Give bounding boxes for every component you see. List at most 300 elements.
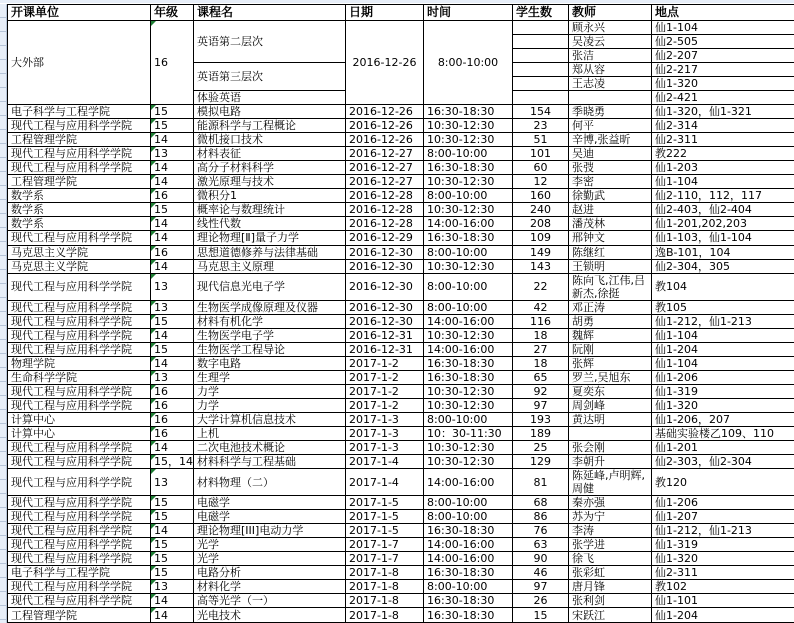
- cell-location[interactable]: 仙2-217: [652, 63, 794, 77]
- cell-course[interactable]: 线性代数: [194, 217, 346, 231]
- cell-date[interactable]: 2017-1-8: [346, 608, 424, 623]
- cell-students[interactable]: 101: [513, 147, 569, 161]
- cell-unit[interactable]: 现代工程与应用科学学院: [8, 454, 151, 468]
- cell-location[interactable]: 仙2-311: [652, 566, 794, 580]
- cell-unit[interactable]: 现代工程与应用科学学院: [8, 231, 151, 245]
- cell-location[interactable]: 仙1-201: [652, 440, 794, 454]
- cell-time[interactable]: 10:30-12:30: [424, 133, 513, 147]
- cell-unit[interactable]: 工程管理学院: [8, 175, 151, 189]
- cell-unit[interactable]: 现代工程与应用科学学院: [8, 594, 151, 608]
- cell-date[interactable]: 2016-12-26: [346, 119, 424, 133]
- cell-course[interactable]: 生物医学成像原理及仪器: [194, 300, 346, 314]
- cell-unit[interactable]: 现代工程与应用科学学院: [8, 300, 151, 314]
- cell-students[interactable]: 81: [513, 469, 569, 496]
- cell-unit[interactable]: 现代工程与应用科学学院: [8, 496, 151, 510]
- cell-time[interactable]: 10:30-12:30: [424, 440, 513, 454]
- cell-unit[interactable]: 现代工程与应用科学学院: [8, 538, 151, 552]
- cell-unit[interactable]: 现代工程与应用科学学院: [8, 440, 151, 454]
- cell-students[interactable]: 51: [513, 133, 569, 147]
- cell-teacher[interactable]: 王锁明: [569, 259, 652, 273]
- cell-course[interactable]: 材料科学与工程基础: [194, 454, 346, 468]
- cell-students[interactable]: 149: [513, 245, 569, 259]
- cell-grade[interactable]: 15: [151, 119, 194, 133]
- cell-unit[interactable]: 数学系: [8, 203, 151, 217]
- cell-teacher[interactable]: 郑从容: [569, 63, 652, 77]
- cell-teacher[interactable]: 赵进: [569, 203, 652, 217]
- cell-teacher[interactable]: 夏奕东: [569, 384, 652, 398]
- cell-course[interactable]: 生物医学电子学: [194, 328, 346, 342]
- cell-teacher[interactable]: 张弢: [569, 161, 652, 175]
- cell-course[interactable]: 材料化学: [194, 580, 346, 594]
- cell-date[interactable]: 2017-1-2: [346, 398, 424, 412]
- cell-teacher[interactable]: 宋跃江: [569, 608, 652, 623]
- cell-location[interactable]: 仙1-206: [652, 370, 794, 384]
- cell-date[interactable]: 2017-1-7: [346, 552, 424, 566]
- cell-course[interactable]: 数字电路: [194, 356, 346, 370]
- cell-students[interactable]: 26: [513, 594, 569, 608]
- cell-date[interactable]: 2017-1-8: [346, 566, 424, 580]
- cell-course[interactable]: 马克思主义原理: [194, 259, 346, 273]
- column-header[interactable]: 日期: [346, 5, 424, 21]
- cell-teacher[interactable]: 罗兰,吴旭东: [569, 370, 652, 384]
- column-header[interactable]: 开课单位: [8, 5, 151, 21]
- cell-time[interactable]: 8:00-10:00: [424, 21, 513, 105]
- cell-location[interactable]: 仙2-505: [652, 35, 794, 49]
- cell-date[interactable]: 2017-1-8: [346, 580, 424, 594]
- cell-date[interactable]: 2017-1-7: [346, 538, 424, 552]
- cell-time[interactable]: 16:30-18:30: [424, 105, 513, 119]
- cell-grade[interactable]: 14: [151, 328, 194, 342]
- cell-teacher[interactable]: 唐月锋: [569, 580, 652, 594]
- column-header[interactable]: 教师: [569, 5, 652, 21]
- cell-unit[interactable]: 现代工程与应用科学学院: [8, 161, 151, 175]
- cell-students[interactable]: 109: [513, 231, 569, 245]
- cell-students[interactable]: 160: [513, 189, 569, 203]
- cell-teacher[interactable]: 张利剑: [569, 594, 652, 608]
- cell-time[interactable]: 8:00-10:00: [424, 245, 513, 259]
- cell-course[interactable]: 高等光学（一）: [194, 594, 346, 608]
- cell-students[interactable]: 15: [513, 608, 569, 623]
- cell-time[interactable]: 16:30-18:30: [424, 608, 513, 623]
- cell-unit[interactable]: 电子科学与工程学院: [8, 566, 151, 580]
- cell-time[interactable]: 8:00-10:00: [424, 510, 513, 524]
- cell-date[interactable]: 2016-12-31: [346, 342, 424, 356]
- cell-course[interactable]: 光电技术: [194, 608, 346, 623]
- cell-time[interactable]: 16:30-18:30: [424, 161, 513, 175]
- cell-students[interactable]: 63: [513, 538, 569, 552]
- cell-grade[interactable]: 15: [151, 552, 194, 566]
- cell-time[interactable]: 10:30-12:30: [424, 454, 513, 468]
- cell-teacher[interactable]: 吴凌云: [569, 35, 652, 49]
- cell-grade[interactable]: 15: [151, 510, 194, 524]
- cell-time[interactable]: 8:00-10:00: [424, 273, 513, 300]
- cell-grade[interactable]: 13: [151, 469, 194, 496]
- cell-location[interactable]: 仙1-204: [652, 342, 794, 356]
- cell-course[interactable]: 模拟电路: [194, 105, 346, 119]
- cell-students[interactable]: 27: [513, 342, 569, 356]
- cell-location[interactable]: 仙1-104: [652, 328, 794, 342]
- cell-teacher[interactable]: 张学进: [569, 538, 652, 552]
- cell-course[interactable]: 电磁学: [194, 496, 346, 510]
- cell-students[interactable]: 42: [513, 300, 569, 314]
- column-header[interactable]: 地点: [652, 5, 794, 21]
- cell-location[interactable]: 仙1-320，仙1-321: [652, 105, 794, 119]
- cell-unit[interactable]: 数学系: [8, 189, 151, 203]
- cell-students[interactable]: 46: [513, 566, 569, 580]
- cell-teacher[interactable]: 张辉: [569, 356, 652, 370]
- cell-grade[interactable]: 14: [151, 231, 194, 245]
- cell-date[interactable]: 2016-12-26: [346, 105, 424, 119]
- cell-time[interactable]: 16:30-18:30: [424, 231, 513, 245]
- cell-date[interactable]: 2017-1-3: [346, 426, 424, 440]
- cell-date[interactable]: 2017-1-4: [346, 469, 424, 496]
- cell-course[interactable]: 材料表征: [194, 147, 346, 161]
- cell-students[interactable]: 129: [513, 454, 569, 468]
- cell-grade[interactable]: 16: [151, 21, 194, 105]
- cell-time[interactable]: 8:00-10:00: [424, 300, 513, 314]
- cell-students[interactable]: [513, 35, 569, 49]
- cell-students[interactable]: 92: [513, 384, 569, 398]
- cell-grade[interactable]: 15: [151, 566, 194, 580]
- cell-students[interactable]: [513, 21, 569, 35]
- cell-location[interactable]: 仙2-314: [652, 119, 794, 133]
- cell-location[interactable]: 仙1-104: [652, 175, 794, 189]
- cell-grade[interactable]: 16: [151, 189, 194, 203]
- cell-unit[interactable]: 计算中心: [8, 426, 151, 440]
- cell-teacher[interactable]: 辛博,张益昕: [569, 133, 652, 147]
- cell-teacher[interactable]: 黄达明: [569, 412, 652, 426]
- cell-time[interactable]: 14:00-16:00: [424, 469, 513, 496]
- cell-course[interactable]: 力学: [194, 398, 346, 412]
- cell-students[interactable]: 65: [513, 370, 569, 384]
- cell-unit[interactable]: 现代工程与应用科学学院: [8, 510, 151, 524]
- cell-location[interactable]: 仙1-206: [652, 496, 794, 510]
- cell-location[interactable]: 仙2-421: [652, 91, 794, 105]
- cell-location[interactable]: 仙2-304，305: [652, 259, 794, 273]
- cell-teacher[interactable]: 胡勇: [569, 314, 652, 328]
- cell-date[interactable]: 2016-12-30: [346, 259, 424, 273]
- cell-course[interactable]: 微积分1: [194, 189, 346, 203]
- cell-time[interactable]: 8:00-10:00: [424, 496, 513, 510]
- cell-date[interactable]: 2017-1-2: [346, 384, 424, 398]
- cell-grade[interactable]: 15: [151, 342, 194, 356]
- cell-teacher[interactable]: 张彩虹: [569, 566, 652, 580]
- cell-grade[interactable]: 13: [151, 273, 194, 300]
- cell-unit[interactable]: 数学系: [8, 217, 151, 231]
- cell-course[interactable]: 激光原理与技术: [194, 175, 346, 189]
- cell-date[interactable]: 2016-12-26: [346, 133, 424, 147]
- cell-time[interactable]: 14:00-16:00: [424, 552, 513, 566]
- cell-location[interactable]: 仙1-320: [652, 552, 794, 566]
- cell-course[interactable]: 大学计算机信息技术: [194, 412, 346, 426]
- cell-location[interactable]: 仙1-212，仙1-213: [652, 314, 794, 328]
- cell-course[interactable]: 上机: [194, 426, 346, 440]
- cell-date[interactable]: 2017-1-5: [346, 524, 424, 538]
- cell-location[interactable]: 仙1-206，207: [652, 412, 794, 426]
- column-header[interactable]: 学生数: [513, 5, 569, 21]
- cell-date[interactable]: 2016-12-27: [346, 147, 424, 161]
- cell-teacher[interactable]: 周剑峰: [569, 398, 652, 412]
- cell-grade[interactable]: 13: [151, 300, 194, 314]
- cell-teacher[interactable]: 阮刚: [569, 342, 652, 356]
- cell-location[interactable]: 仙2-207: [652, 49, 794, 63]
- cell-location[interactable]: 仙2-110，112，117: [652, 189, 794, 203]
- cell-course[interactable]: 生理学: [194, 370, 346, 384]
- cell-time[interactable]: 14:00-16:00: [424, 342, 513, 356]
- cell-location[interactable]: 仙1-320: [652, 398, 794, 412]
- cell-date[interactable]: 2017-1-3: [346, 412, 424, 426]
- cell-course[interactable]: 能源科学与工程概论: [194, 119, 346, 133]
- cell-location[interactable]: 仙1-104: [652, 356, 794, 370]
- cell-teacher[interactable]: [569, 426, 652, 440]
- cell-unit[interactable]: 现代工程与应用科学学院: [8, 469, 151, 496]
- cell-teacher[interactable]: 李朝升: [569, 454, 652, 468]
- cell-grade[interactable]: 14: [151, 259, 194, 273]
- cell-grade[interactable]: 14: [151, 161, 194, 175]
- cell-time[interactable]: 10：30-11:30: [424, 426, 513, 440]
- cell-date[interactable]: 2016-12-30: [346, 300, 424, 314]
- cell-time[interactable]: 16:30-18:30: [424, 594, 513, 608]
- cell-date[interactable]: 2016-12-30: [346, 314, 424, 328]
- cell-grade[interactable]: 14: [151, 524, 194, 538]
- cell-course[interactable]: 现代信息光电子学: [194, 273, 346, 300]
- cell-location[interactable]: 仙1-320: [652, 77, 794, 91]
- cell-unit[interactable]: 计算中心: [8, 412, 151, 426]
- cell-grade[interactable]: 14: [151, 175, 194, 189]
- cell-location[interactable]: 仙2-303，仙2-304: [652, 454, 794, 468]
- cell-unit[interactable]: 现代工程与应用科学学院: [8, 342, 151, 356]
- cell-students[interactable]: 193: [513, 412, 569, 426]
- cell-location[interactable]: 仙1-319: [652, 538, 794, 552]
- cell-students[interactable]: 68: [513, 496, 569, 510]
- cell-unit[interactable]: 电子科学与工程学院: [8, 105, 151, 119]
- cell-time[interactable]: 16:30-18:30: [424, 356, 513, 370]
- cell-students[interactable]: 12: [513, 175, 569, 189]
- cell-teacher[interactable]: 徐飞: [569, 552, 652, 566]
- cell-date[interactable]: 2016-12-27: [346, 175, 424, 189]
- cell-grade[interactable]: 14: [151, 594, 194, 608]
- cell-grade[interactable]: 14: [151, 440, 194, 454]
- cell-course[interactable]: 生物医学工程导论: [194, 342, 346, 356]
- cell-students[interactable]: 90: [513, 552, 569, 566]
- cell-students[interactable]: 116: [513, 314, 569, 328]
- cell-time[interactable]: 8:00-10:00: [424, 580, 513, 594]
- cell-students[interactable]: [513, 91, 569, 105]
- cell-time[interactable]: 8:00-10:00: [424, 412, 513, 426]
- cell-date[interactable]: 2016-12-29: [346, 231, 424, 245]
- cell-time[interactable]: 10:30-12:30: [424, 398, 513, 412]
- cell-students[interactable]: 189: [513, 426, 569, 440]
- cell-location[interactable]: 仙1-319: [652, 384, 794, 398]
- cell-students[interactable]: [513, 77, 569, 91]
- cell-time[interactable]: 8:00-10:00: [424, 147, 513, 161]
- cell-date[interactable]: 2017-1-4: [346, 454, 424, 468]
- cell-students[interactable]: 208: [513, 217, 569, 231]
- column-header[interactable]: 年级: [151, 5, 194, 21]
- cell-students[interactable]: 25: [513, 440, 569, 454]
- cell-location[interactable]: 教222: [652, 147, 794, 161]
- cell-date[interactable]: 2016-12-26: [346, 21, 424, 105]
- cell-students[interactable]: 154: [513, 105, 569, 119]
- cell-unit[interactable]: 现代工程与应用科学学院: [8, 147, 151, 161]
- cell-grade[interactable]: 14: [151, 356, 194, 370]
- cell-grade[interactable]: 16: [151, 426, 194, 440]
- cell-location[interactable]: 教104: [652, 273, 794, 300]
- cell-teacher[interactable]: 魏辉: [569, 328, 652, 342]
- cell-location[interactable]: 仙1-103，仙1-104: [652, 231, 794, 245]
- cell-course[interactable]: 材料物理（二）: [194, 469, 346, 496]
- cell-course[interactable]: 高分子材料科学: [194, 161, 346, 175]
- cell-unit[interactable]: 现代工程与应用科学学院: [8, 328, 151, 342]
- cell-location[interactable]: 逸B-101，104: [652, 245, 794, 259]
- cell-grade[interactable]: 14: [151, 133, 194, 147]
- cell-unit[interactable]: 现代工程与应用科学学院: [8, 580, 151, 594]
- cell-unit[interactable]: 马克思主义学院: [8, 245, 151, 259]
- cell-location[interactable]: 基础实验楼乙109、110: [652, 426, 794, 440]
- cell-unit[interactable]: 现代工程与应用科学学院: [8, 398, 151, 412]
- cell-grade[interactable]: 16: [151, 398, 194, 412]
- cell-time[interactable]: 10:30-12:30: [424, 175, 513, 189]
- cell-time[interactable]: 10:30-12:30: [424, 384, 513, 398]
- cell-teacher[interactable]: 顾永兴: [569, 21, 652, 35]
- cell-unit[interactable]: 物理学院: [8, 356, 151, 370]
- cell-teacher[interactable]: 王志凌: [569, 77, 652, 91]
- cell-students[interactable]: 76: [513, 524, 569, 538]
- cell-grade[interactable]: 13: [151, 370, 194, 384]
- column-header[interactable]: 课程名: [194, 5, 346, 21]
- cell-course[interactable]: 材料有机化学: [194, 314, 346, 328]
- cell-grade[interactable]: 15: [151, 105, 194, 119]
- cell-students[interactable]: 86: [513, 510, 569, 524]
- cell-date[interactable]: 2016-12-27: [346, 161, 424, 175]
- cell-course[interactable]: 光学: [194, 538, 346, 552]
- cell-unit[interactable]: 现代工程与应用科学学院: [8, 314, 151, 328]
- cell-students[interactable]: 60: [513, 161, 569, 175]
- cell-grade[interactable]: 16: [151, 245, 194, 259]
- cell-date[interactable]: 2016-12-30: [346, 273, 424, 300]
- cell-teacher[interactable]: 邢钟文: [569, 231, 652, 245]
- cell-unit[interactable]: 现代工程与应用科学学院: [8, 552, 151, 566]
- cell-location[interactable]: 仙2-311: [652, 133, 794, 147]
- cell-location[interactable]: 仙1-207: [652, 510, 794, 524]
- cell-time[interactable]: 10:30-12:30: [424, 203, 513, 217]
- cell-date[interactable]: 2016-12-28: [346, 203, 424, 217]
- cell-unit[interactable]: 现代工程与应用科学学院: [8, 119, 151, 133]
- cell-grade[interactable]: 15: [151, 538, 194, 552]
- cell-teacher[interactable]: 何平: [569, 119, 652, 133]
- cell-time[interactable]: 16:30-18:30: [424, 566, 513, 580]
- cell-students[interactable]: 23: [513, 119, 569, 133]
- cell-grade[interactable]: 14: [151, 608, 194, 623]
- cell-date[interactable]: 2017-1-3: [346, 440, 424, 454]
- cell-grade[interactable]: 13: [151, 147, 194, 161]
- cell-time[interactable]: 16:30-18:30: [424, 370, 513, 384]
- cell-unit[interactable]: 现代工程与应用科学学院: [8, 524, 151, 538]
- cell-time[interactable]: 16:30-18:30: [424, 524, 513, 538]
- cell-course[interactable]: 理论物理[Ⅱ]量子力学: [194, 231, 346, 245]
- cell-teacher[interactable]: 邓正涛: [569, 300, 652, 314]
- cell-course[interactable]: 思想道德修养与法律基础: [194, 245, 346, 259]
- cell-location[interactable]: 仙1-212，仙1-213: [652, 524, 794, 538]
- cell-location[interactable]: 教105: [652, 300, 794, 314]
- cell-date[interactable]: 2017-1-8: [346, 594, 424, 608]
- cell-grade[interactable]: 16: [151, 412, 194, 426]
- cell-time[interactable]: 14:00-16:00: [424, 538, 513, 552]
- cell-teacher[interactable]: 潘茂林: [569, 217, 652, 231]
- cell-teacher[interactable]: 李密: [569, 175, 652, 189]
- cell-students[interactable]: 22: [513, 273, 569, 300]
- cell-course[interactable]: 电路分析: [194, 566, 346, 580]
- cell-time[interactable]: 10:30-12:30: [424, 259, 513, 273]
- cell-unit[interactable]: 生命科学学院: [8, 370, 151, 384]
- cell-location[interactable]: 仙1-201,202,203: [652, 217, 794, 231]
- cell-teacher[interactable]: [569, 91, 652, 105]
- cell-course[interactable]: 概率论与数理统计: [194, 203, 346, 217]
- cell-date[interactable]: 2016-12-28: [346, 189, 424, 203]
- cell-date[interactable]: 2016-12-28: [346, 217, 424, 231]
- cell-teacher[interactable]: 陈向飞,江伟,吕新杰,徐挺: [569, 273, 652, 300]
- cell-grade[interactable]: 15: [151, 314, 194, 328]
- cell-grade[interactable]: 15: [151, 203, 194, 217]
- cell-time[interactable]: 14:00-16:00: [424, 217, 513, 231]
- cell-teacher[interactable]: 张会刚: [569, 440, 652, 454]
- cell-students[interactable]: [513, 63, 569, 77]
- cell-teacher[interactable]: 季晓勇: [569, 105, 652, 119]
- cell-unit[interactable]: 现代工程与应用科学学院: [8, 273, 151, 300]
- cell-location[interactable]: 仙2-403，仙2-404: [652, 203, 794, 217]
- cell-course[interactable]: 英语第二层次: [194, 21, 346, 63]
- cell-unit[interactable]: 马克思主义学院: [8, 259, 151, 273]
- cell-date[interactable]: 2017-1-5: [346, 496, 424, 510]
- cell-students[interactable]: 240: [513, 203, 569, 217]
- cell-teacher[interactable]: 李涛: [569, 524, 652, 538]
- cell-date[interactable]: 2016-12-31: [346, 328, 424, 342]
- cell-unit[interactable]: 现代工程与应用科学学院: [8, 384, 151, 398]
- cell-location[interactable]: 仙1-104: [652, 21, 794, 35]
- cell-course[interactable]: 二次电池技术概论: [194, 440, 346, 454]
- cell-students[interactable]: 18: [513, 328, 569, 342]
- cell-unit[interactable]: 工程管理学院: [8, 608, 151, 623]
- cell-teacher[interactable]: 张洁: [569, 49, 652, 63]
- cell-unit[interactable]: 工程管理学院: [8, 133, 151, 147]
- cell-time[interactable]: 8:00-10:00: [424, 189, 513, 203]
- cell-students[interactable]: 97: [513, 398, 569, 412]
- cell-date[interactable]: 2017-1-5: [346, 510, 424, 524]
- cell-location[interactable]: 仙1-203: [652, 161, 794, 175]
- cell-course[interactable]: 理论物理[III]电动力学: [194, 524, 346, 538]
- cell-grade[interactable]: 14: [151, 217, 194, 231]
- cell-teacher[interactable]: 苏为宁: [569, 510, 652, 524]
- cell-course[interactable]: 光学: [194, 552, 346, 566]
- column-header[interactable]: 时间: [424, 5, 513, 21]
- cell-grade[interactable]: 16: [151, 384, 194, 398]
- cell-time[interactable]: 14:00-16:00: [424, 314, 513, 328]
- cell-students[interactable]: [513, 49, 569, 63]
- cell-course[interactable]: 微机接口技术: [194, 133, 346, 147]
- cell-location[interactable]: 教102: [652, 580, 794, 594]
- cell-students[interactable]: 97: [513, 580, 569, 594]
- cell-location[interactable]: 仙1-204: [652, 608, 794, 623]
- cell-date[interactable]: 2017-1-2: [346, 370, 424, 384]
- cell-time[interactable]: 10:30-12:30: [424, 328, 513, 342]
- cell-course[interactable]: 力学: [194, 384, 346, 398]
- cell-course[interactable]: 体验英语: [194, 91, 346, 105]
- cell-grade[interactable]: 13: [151, 580, 194, 594]
- cell-unit[interactable]: 大外部: [8, 21, 151, 105]
- cell-date[interactable]: 2016-12-30: [346, 245, 424, 259]
- cell-grade[interactable]: 15: [151, 496, 194, 510]
- cell-course[interactable]: 英语第三层次: [194, 63, 346, 91]
